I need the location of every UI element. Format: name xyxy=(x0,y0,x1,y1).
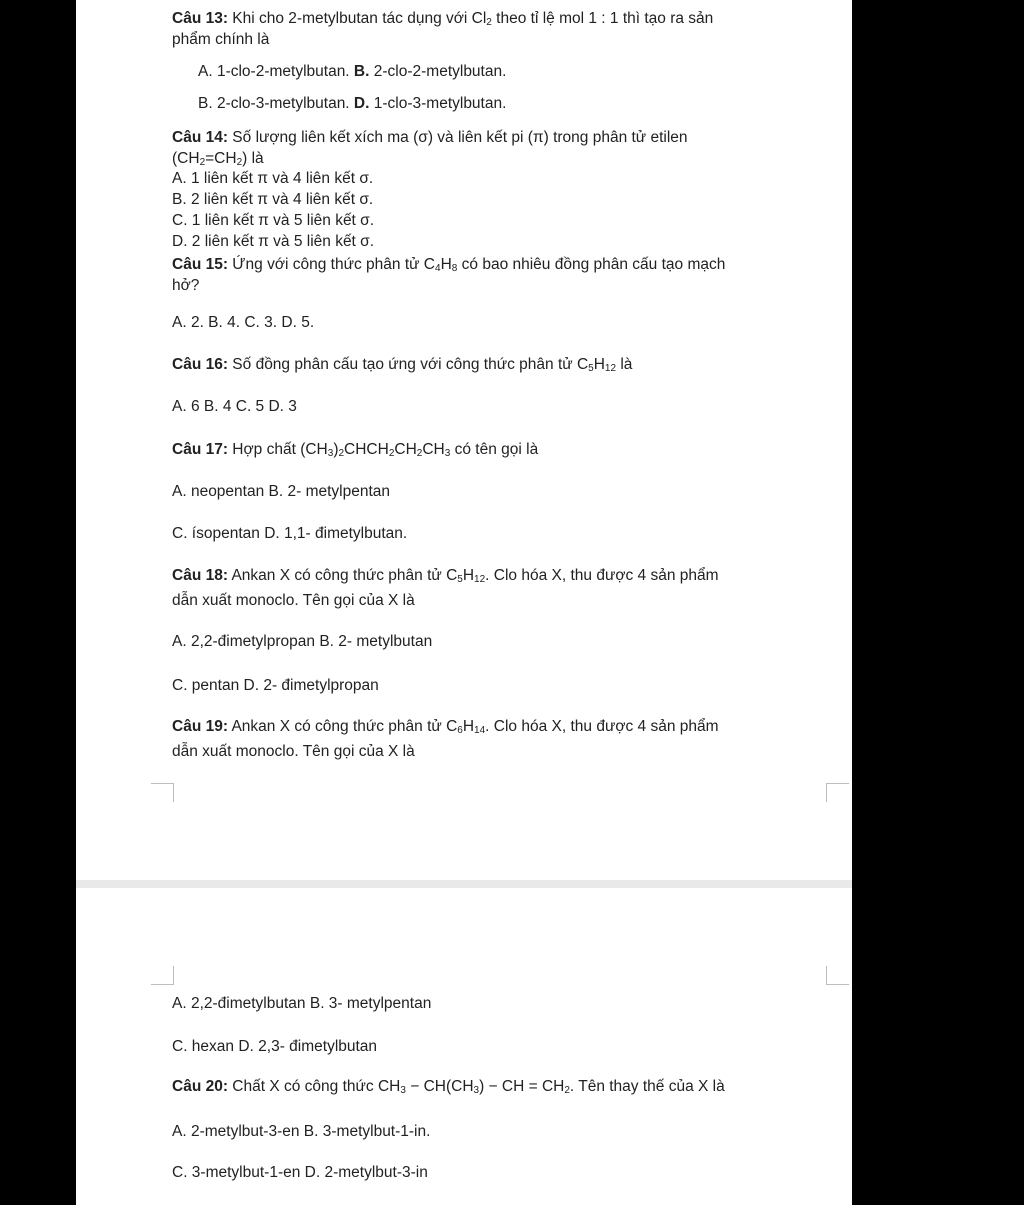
q17-options-cd: C. ísopentan D. 1,1- đimetylbutan. xyxy=(172,525,408,542)
document-page-2 xyxy=(76,888,852,1205)
q18-stem: Câu 18: Ankan X có công thức phân tử $C_5H_{12}$. Clo hóa X, thu được 4 sản phẩm xyxy=(172,567,719,585)
q14-stem-line2: $(CH_2=CH_2)$ là xyxy=(172,150,264,168)
page-corner-mark xyxy=(151,966,174,985)
q19-options-cd: C. hexan D. 2,3- đimetylbutan xyxy=(172,1038,378,1055)
q13-stem-line2: phẩm chính là xyxy=(172,31,270,48)
q18-options-ab: A. 2,2-đimetylpropan B. 2- metylbutan xyxy=(172,633,433,650)
page-separator xyxy=(76,880,852,888)
q13-options-cd: B. 2-clo-3-metylbutan. D. 1-clo-3-metylbutan. xyxy=(198,95,507,112)
q16-stem: Câu 16: Số đồng phân cấu tạo ứng với công thức phân tử $C_5H_{12}$ là xyxy=(172,356,633,374)
q20-options-ab: A. 2-metylbut-3-en B. 3-metylbut-1-in. xyxy=(172,1123,431,1140)
q15-stem: Câu 15: Ứng với công thức phân tử $C_4H_8$ có bao nhiêu đồng phân cấu tạo mạch xyxy=(172,256,726,274)
q14-stem: Câu 14: Số lượng liên kết xích ma (σ) và liên kết pi (π) trong phân tử etilen xyxy=(172,129,688,146)
q19-stem: Câu 19: Ankan X có công thức phân tử $C_6H_{14}$. Clo hóa X, thu được 4 sản phẩm xyxy=(172,718,719,736)
q14-option-a: A. 1 liên kết π và 4 liên kết σ. xyxy=(172,170,374,187)
page-corner-mark xyxy=(151,783,174,802)
q14-option-d: D. 2 liên kết π và 5 liên kết σ. xyxy=(172,233,375,250)
q19-stem-line2: dẫn xuất monoclo. Tên gọi của X là xyxy=(172,743,415,760)
page-corner-mark xyxy=(826,966,849,985)
q13-options-ab: A. 1-clo-2-metylbutan. B. 2-clo-2-metylbutan. xyxy=(198,63,507,80)
q15-stem-line2: hở? xyxy=(172,277,200,294)
q15-options: A. 2. B. 4. C. 3. D. 5. xyxy=(172,314,315,331)
document-page-1 xyxy=(76,0,852,880)
q17-stem: Câu 17: Hợp chất $(CH_3)_2CHCH_2CH_2CH_3$ có tên gọi là xyxy=(172,441,539,459)
q16-options: A. 6 B. 4 C. 5 D. 3 xyxy=(172,398,297,415)
q18-stem-line2: dẫn xuất monoclo. Tên gọi của X là xyxy=(172,592,415,609)
q13-stem: Câu 13: Khi cho 2-metylbutan tác dụng với $Cl_2$ theo tỉ lệ mol 1 : 1 thì tạo ra sản xyxy=(172,10,714,28)
q17-options-ab: A. neopentan B. 2- metylpentan xyxy=(172,483,391,500)
q20-options-cd: C. 3-metylbut-1-en D. 2-metylbut-3-in xyxy=(172,1164,428,1181)
q20-stem: Câu 20: Chất X có công thức $CH_3 - CH(CH_3)$ − CH = $CH_2$. Tên thay thế của X là xyxy=(172,1078,725,1096)
q19-options-ab: A. 2,2-đimetylbutan B. 3- metylpentan xyxy=(172,995,432,1012)
q14-option-c: C. 1 liên kết π và 5 liên kết σ. xyxy=(172,212,375,229)
q18-options-cd: C. pentan D. 2- đimetylpropan xyxy=(172,677,379,694)
page-corner-mark xyxy=(826,783,849,802)
q14-option-b: B. 2 liên kết π và 4 liên kết σ. xyxy=(172,191,374,208)
